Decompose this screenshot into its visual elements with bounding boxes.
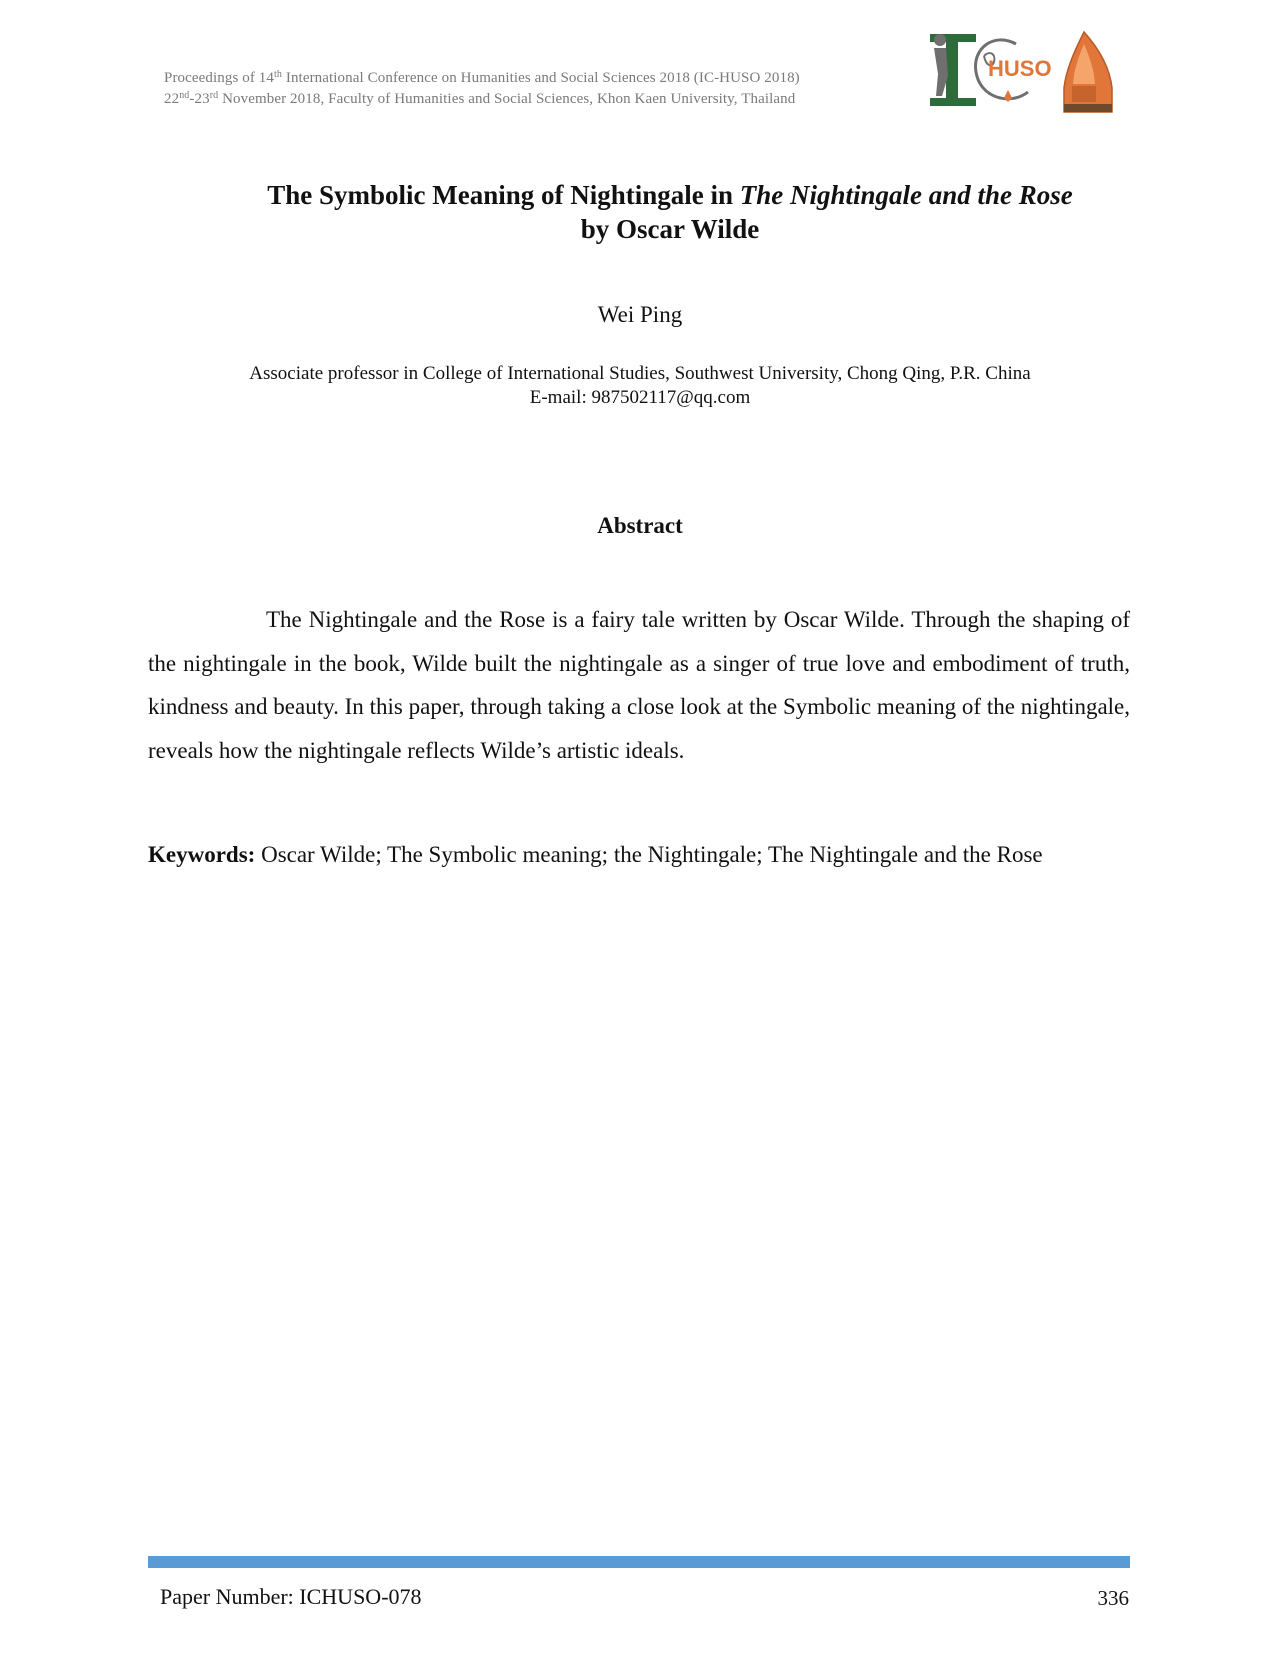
header-line-1-text: Proceedings of 14 <box>164 70 275 86</box>
logo-i-stem <box>946 34 958 106</box>
logo-huso-text: HUSO <box>988 56 1052 81</box>
header-line-2-sup2: rd <box>209 90 219 101</box>
paper-title-italic-work: The Nightingale and the Rose <box>739 180 1073 210</box>
keywords-label: Keywords: <box>148 842 256 867</box>
header-line-2-sup1: nd <box>179 90 190 101</box>
abstract-paragraph: The Nightingale and the Rose is a fairy tale written by Oscar Wilde. Through the shaping of the nightingale in the book, Wilde built the nightingale as a singer of true love and embodiment of truth, kindness and beauty. In this paper, through taking a close look at the Symbolic meaning of the nightingale, reveals how the nightingale reflects Wilde’s artistic ideals. <box>148 607 1130 763</box>
page-number: 336 <box>1097 1586 1129 1610</box>
paper-title-text: The Symbolic Meaning of Nightingale in <box>267 180 740 210</box>
ichuso-logo <box>930 34 1052 106</box>
khon-kaen-university-emblem-icon <box>1064 32 1112 112</box>
header-line-1-rest: International Conference on Humanities and Social Sciences 2018 (IC-HUSO 2018) <box>282 70 800 86</box>
footer-divider <box>148 1556 1130 1568</box>
paper-title <box>140 178 1200 246</box>
header-line-2-day2: -23 <box>189 91 210 107</box>
header-line-2 <box>164 89 800 110</box>
abstract-heading: Abstract <box>597 513 683 538</box>
keywords-line <box>148 842 1148 868</box>
paper-title-line-1 <box>140 178 1200 212</box>
header-line-2-day1: 22 <box>164 91 180 107</box>
author-affiliation-block <box>0 362 1280 410</box>
author-affiliation: Associate professor in College of International Studies, Southwest University, Chong Qing, P.R. China <box>249 363 1031 384</box>
author-name: Wei Ping <box>597 302 683 327</box>
logo-figure-head-icon <box>934 34 946 46</box>
header-line-1-sup: th <box>274 69 282 80</box>
conference-logos <box>924 26 1128 118</box>
keywords-list: Oscar Wilde; The Symbolic meaning; the Nightingale; The Nightingale and the Rose <box>255 842 1043 867</box>
proceedings-header <box>164 68 800 110</box>
logo-figure-body-icon <box>934 48 948 96</box>
paper-number: Paper Number: ICHUSO-078 <box>160 1584 422 1609</box>
author-email: E-mail: 987502117@qq.com <box>529 387 751 408</box>
header-line-1 <box>164 68 800 89</box>
paper-title-line-2: by Oscar Wilde <box>580 214 760 244</box>
logo-i-bottom-bar <box>930 98 976 106</box>
header-line-2-rest: November 2018, Faculty of Humanities and Social Sciences, Khon Kaen University, Thailand <box>218 91 796 107</box>
